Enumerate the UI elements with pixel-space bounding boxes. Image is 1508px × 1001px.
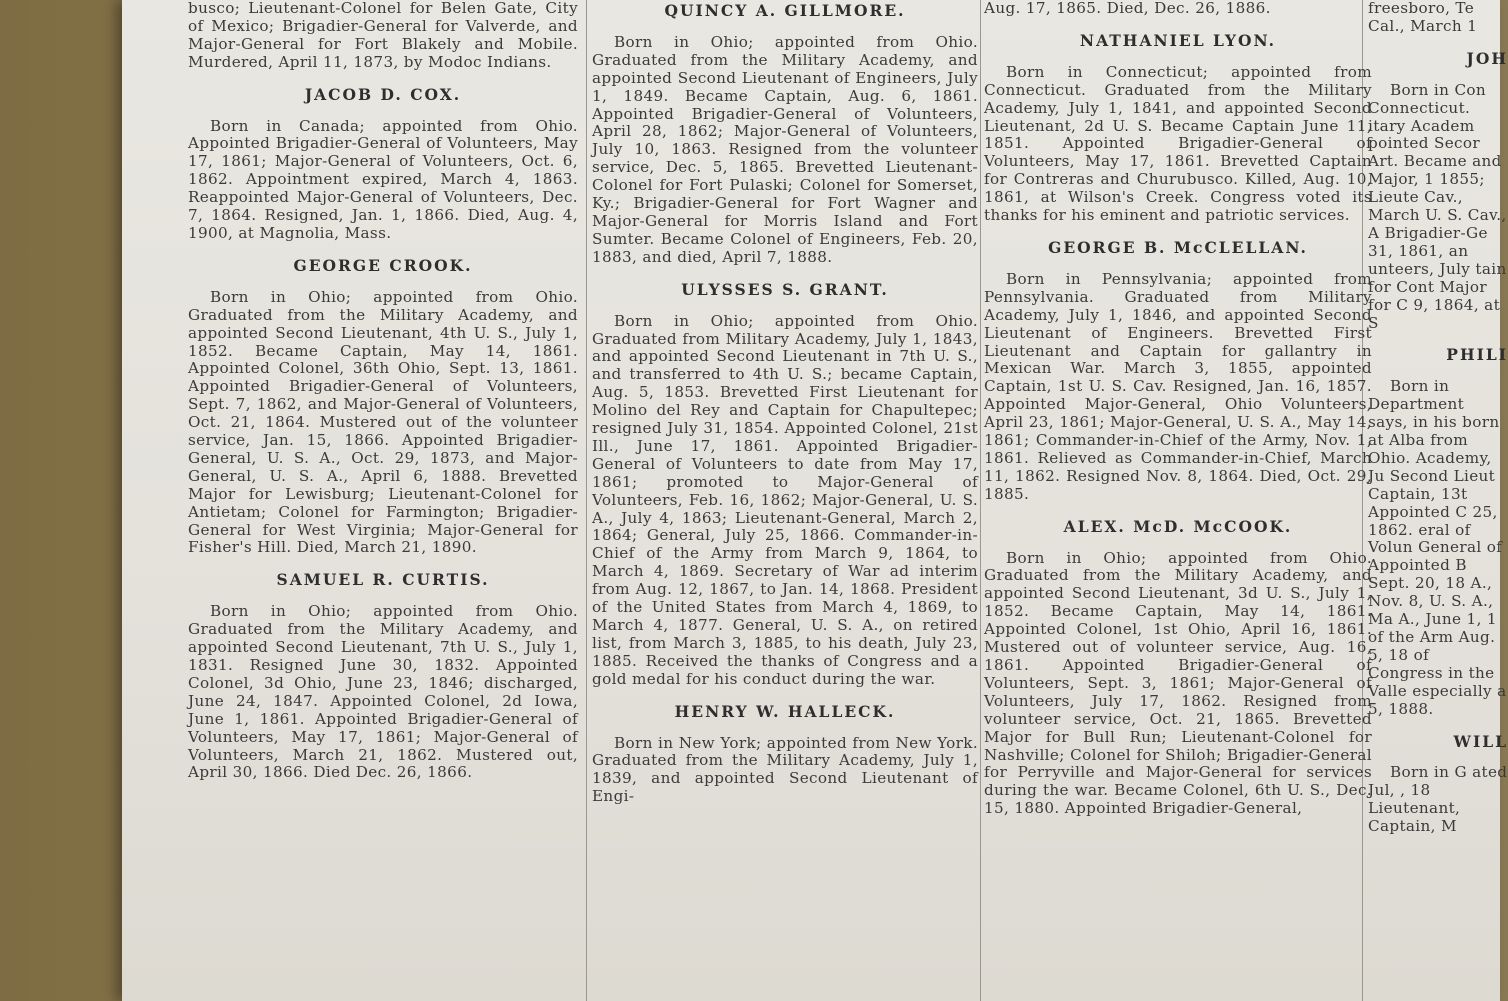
column-1 (188, 0, 578, 1001)
bio-partial-2 (1368, 346, 1508, 718)
bio-text: Born in Connecticut; appointed from Connecticut. Graduated from the Military Academy, July 1, 1841, and appointed Second Lieutenant, 2d U. S. Became Captain June 11, 1851. Appointed Brigadier-General of Volunteers, May 17, 1861. Brevetted Captain for Contreras and Churubusco. Killed, Aug. 10, 1861, at Wilson's Creek. Congress voted its thanks for his eminent and patriotic services. (984, 62, 1372, 225)
bio-text: Born in Canada; appointed from Ohio. Appointed Brigadier-General of Volunteers, May 17, 1861; Major-General of Volunteers, Oct. 6, 1862. Appointment expired, March 4, 1863. Reappointed Major-General of Volunteers, Dec. 7, 1864. Resigned, Jan. 1, 1866. Died, Aug. 4, 1900, at Magnolia, Mass. (188, 116, 578, 242)
bio-name: JACOB D. COX. (304, 84, 462, 104)
bio-grant (592, 281, 978, 689)
bio-text: Born in Ohio; appointed from Ohio. Graduated from the Military Academy, and appointed Second Lieutenant, 4th U. S., July 1, 1852. Became Captain, May 14, 1861. Appointed Colonel, 36th Ohio, Sept. 13, 1861. Appointed Brigadier-General of Volunteers, Sept. 7, 1862, and Major-General of Volunteers, Oct. 21, 1864. Mustered out of the volunteer service, Jan. 15, 1866. Appointed Brigadier-General, U. S. A., Oct. 29, 1873, and Major-General, U. S. A., April 6, 1888. Brevetted Major for Lewisburg; Lieutenant-Colonel for Antietam; Colonel for Farmington; Brigadier-General for West Virginia; Major-General for Fisher's Hill. Died, March 21, 1890. (188, 287, 578, 557)
bio-name: NATHANIEL LYON. (1079, 30, 1277, 50)
continued-fragment: freesboro, Te Cal., March 1 (1368, 0, 1478, 35)
column-2 (592, 0, 978, 1001)
bio-name: WILL (1453, 731, 1508, 751)
bio-name: PHILI (1446, 345, 1508, 365)
newspaper-page (122, 0, 1508, 1001)
bio-name: GEORGE CROOK. (293, 255, 473, 275)
column-rule (586, 0, 587, 1001)
bio-gillmore (592, 2, 978, 267)
bio-text: Born in Ohio; appointed from Ohio. Graduated from the Military Academy, and appointed Second Lieutenant, 7th U. S., July 1, 1831. Resigned June 30, 1832. Appointed Colonel, 3d Ohio, June 23, 1846; discharged, June 24, 1847. Appointed Colonel, 2d Iowa, June 1, 1861. Appointed Brigadier-General of Volunteers, May 17, 1861; Major-General of Volunteers, March 21, 1862. Mustered out, April 30, 1866. Died Dec. 26, 1866. (188, 602, 578, 782)
column-rule (980, 0, 981, 1001)
bio-partial-3 (1368, 733, 1508, 837)
bio-name: HENRY W. HALLECK. (674, 701, 896, 721)
bio-mcclellan (984, 239, 1372, 504)
bio-text: Born in Ohio; appointed from Ohio. Graduated from Military Academy, July 1, 1843, and appointed Second Lieutenant in 7th U. S., and transferred to 4th U. S.; became Captain, Aug. 5, 1853. Brevetted First Lieutenant for Molino del Rey and Captain for Chapultepec; resigned July 31, 1854. Appointed Colonel, 21st Ill., June 17, 1861. Appointed Brigadier-General of Volunteers to date from May 17, 1861; promoted to Major-General of Volunteers, Feb. 16, 1862; Major-General, U. S. A., July 4, 1863; Lieutenant-General, March 2, 1864; General, July 25, 1866. Commander-in-Chief of the Army from March 9, 1864, to March 4, 1869. Secretary of War ad interim from Aug. 12, 1867, to Jan. 14, 1868. President of the United States from March 4, 1869, to March 4, 1877. General, U. S. A., on retired list, from March 3, 1885, to his death, July 23, 1885. Received the thanks of Congress and a gold medal for his conduct during the war. (592, 311, 978, 688)
bio-mccook (984, 518, 1372, 819)
bio-name: QUINCY A. GILLMORE. (664, 1, 906, 20)
bio-name: GEORGE B. McCLELLAN. (1048, 237, 1308, 257)
bio-text: Born in New York; appointed from New York. Graduated from the Military Academy, July 1, 1839, and appointed Second Lieutenant of Engi- (592, 733, 978, 806)
bio-text: Born in Ohio; appointed from Ohio. Graduated from the Military Academy, and appointed Second Lieutenant of Engineers, July 1, 1849. Became Captain, Aug. 6, 1861. Appointed Brigadier-General of Volunteers, April 28, 1862; Major-General of Volunteers, July 10, 1863. Resigned from the volunteer service, Dec. 5, 1865. Brevetted Lieutenant-Colonel for Fort Pulaski; Colonel for Somerset, Ky.; Brigadier-General for Fort Wagner and Major-General for Morris Island and Fort Sumter. Became Colonel of Engineers, Feb. 20, 1883, and died, April 7, 1888. (592, 32, 978, 266)
continued-fragment: Aug. 17, 1865. Died, Dec. 26, 1886. (984, 0, 1271, 17)
bio-cox (188, 86, 578, 243)
bio-partial-1 (1368, 50, 1508, 333)
column-4 (1368, 0, 1508, 1001)
column-3 (984, 0, 1372, 1001)
continued-fragment: busco; Lieutenant-Colonel for Belen Gate, City of Mexico; Brigadier-General for Valverde, and Major-General for Fort Blakely and Mobile. Murdered, April 11, 1873, by Modoc Indians. (188, 0, 578, 71)
bio-text: Born in Con Connecticut. itary Academ pointed Secor Art. Became and Major, 1 1855; Lieute Cav., March U. S. Cav., A Brigadier-Ge 31, 1861, an unteers, July tain for Cont Major for C 9, 1864, at S (1368, 80, 1507, 332)
bio-text: Born in G ated Jul, , 18 Lieutenant, Captain, M (1368, 763, 1508, 836)
bio-text: Born in Pennsylvania; appointed from Pennsylvania. Graduated from Military Academy, July 1, 1846, and appointed Second Lieutenant of Engineers. Brevetted First Lieutenant and Captain for gallantry in Mexican War. March 3, 1855, appointed Captain, 1st U. S. Cav. Resigned, Jan. 16, 1857. Appointed Major-General, Ohio Volunteers, April 23, 1861; Major-General, U. S. A., May 14, 1861; Commander-in-Chief of the Army, Nov. 1, 1861. Relieved as Commander-in-Chief, March 11, 1862. Resigned Nov. 8, 1864. Died, Oct. 29, 1885. (984, 269, 1372, 503)
bio-name: SAMUEL R. CURTIS. (276, 570, 490, 590)
bio-text: Born in Department says, in his born at Alba from Ohio. Academy, Ju Second Lieut Captain, 13t Appointed C 25, 1862. eral of Volun General of Appointed B Sept. 20, 18 A., Nov. 8, U. S. A., Ma A., June 1, 1 of the Arm Aug. 5, 18 of Congress in the Valle especially a 5, 1888. (1368, 377, 1507, 718)
bio-name: JOH (1466, 48, 1508, 68)
bio-lyon (984, 32, 1372, 225)
bio-text: Born in Ohio; appointed from Ohio. Graduated from the Military Academy, and appointed Second Lieutenant, 3d U. S., July 1, 1852. Became Captain, May 14, 1861. Appointed Colonel, 1st Ohio, April 16, 1861. Mustered out of volunteer service, Aug. 16, 1861. Appointed Brigadier-General of Volunteers, Sept. 3, 1861; Major-General of Volunteers, July 17, 1862. Resigned from volunteer service, Oct. 21, 1865. Brevetted Major for Bull Run; Lieutenant-Colonel for Nashville; Colonel for Shiloh; Brigadier-General for Perryville and Major-General for services during the war. Became Colonel, 6th U. S., Dec. 15, 1880. Appointed Brigadier-General, (984, 548, 1372, 818)
bio-name: ALEX. McD. McCOOK. (1063, 516, 1293, 536)
bio-name: ULYSSES S. GRANT. (681, 279, 889, 299)
bio-crook (188, 257, 578, 558)
bio-curtis (188, 571, 578, 782)
bio-halleck (592, 703, 978, 807)
